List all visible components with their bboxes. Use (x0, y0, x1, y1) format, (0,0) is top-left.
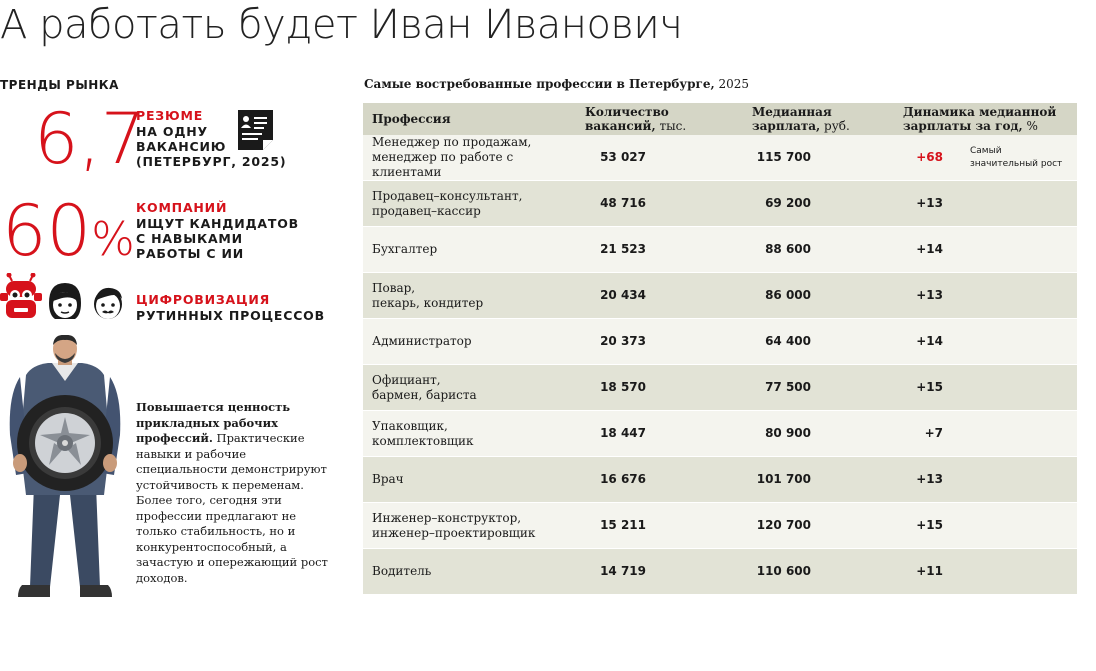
vacancies-cell: 14 719 (600, 564, 646, 578)
dynamics-cell: +13 (916, 288, 943, 302)
vacancies-cell: 18 570 (600, 380, 646, 394)
salary-cell: 120 700 (756, 518, 811, 532)
salary-cell: 110 600 (756, 564, 811, 578)
stat-companies-head: КОМПАНИЙ (136, 200, 228, 215)
trends-paragraph (136, 400, 336, 586)
woman-icon (47, 281, 83, 321)
stat-companies-number: 60 (2, 190, 92, 272)
dynamics-cell: +13 (916, 196, 943, 210)
profession-cell: Водитель (372, 564, 432, 578)
salary-cell: 88 600 (765, 242, 811, 256)
profession-cell: Официант, бармен, бариста (372, 372, 477, 402)
salary-cell: 77 500 (765, 380, 811, 394)
dynamics-cell: +14 (916, 334, 943, 348)
salary-cell: 86 000 (765, 288, 811, 302)
worker-illustration (4, 335, 126, 605)
profession-cell: Продавец–консультант, продавец–кассир (372, 188, 523, 218)
header-vacancies: Количество вакансий, тыс. (585, 105, 687, 133)
table-title (364, 77, 749, 91)
stat-resume-value: 6,7 (34, 98, 146, 180)
salary-cell: 80 900 (765, 426, 811, 440)
vacancies-cell: 20 434 (600, 288, 646, 302)
profession-cell: Врач (372, 472, 404, 486)
page-title: А работать будет Иван Иванович (0, 2, 683, 48)
salary-cell: 101 700 (756, 472, 811, 486)
dynamics-cell: +14 (916, 242, 943, 256)
stat-resume-head: РЕЗЮМЕ (136, 108, 204, 123)
profession-cell: Инженер–конструктор, инженер–проектировщик (372, 510, 536, 540)
man-icon (90, 283, 126, 321)
profession-cell: Упаковщик, комплектовщик (372, 418, 474, 448)
profession-cell: Повар, пекарь, кондитер (372, 280, 484, 310)
paragraph-lead: Повышается ценность прикладных рабочих профессий. (136, 400, 291, 445)
stat-digital-body: РУТИННЫХ ПРОЦЕССОВ (136, 308, 325, 323)
table-body (363, 135, 1077, 595)
stat-digital-head: ЦИФРОВИЗАЦИЯ (136, 292, 271, 307)
vacancies-cell: 16 676 (600, 472, 646, 486)
trends-label: ТРЕНДЫ РЫНКА (0, 78, 119, 92)
table-row (363, 549, 1077, 595)
salary-cell: 64 400 (765, 334, 811, 348)
table-title-year: 2025 (714, 77, 750, 91)
vacancies-cell: 53 027 (600, 150, 646, 164)
stat-companies-body: ИЩУТ КАНДИДАТОВ С НАВЫКАМИ РАБОТЫ С ИИ (136, 216, 299, 261)
header-salary: Медианная зарплата, руб. (752, 105, 850, 133)
dynamics-cell: +13 (916, 472, 943, 486)
table-header (363, 103, 1077, 135)
header-dynamics: Динамика медианной зарплаты за год, % (903, 105, 1057, 133)
table-row (363, 365, 1077, 411)
table-row (363, 227, 1077, 273)
robot-icon (0, 273, 42, 321)
table-row (363, 319, 1077, 365)
profession-cell: Менеджер по продажам, менеджер по работе с клиентами (372, 135, 532, 179)
salary-cell: 115 700 (756, 150, 811, 164)
salary-cell: 69 200 (765, 196, 811, 210)
vacancies-cell: 21 523 (600, 242, 646, 256)
stat-companies-unit: % (91, 212, 135, 266)
table-row (363, 503, 1077, 549)
professions-table (363, 103, 1077, 595)
profession-cell: Бухгалтер (372, 242, 438, 256)
resume-icon (238, 110, 273, 150)
dynamics-note: Самый значительный рост (970, 145, 1063, 169)
dynamics-cell: +11 (916, 564, 943, 578)
vacancies-cell: 48 716 (600, 196, 646, 210)
table-row (363, 411, 1077, 457)
stat-companies-value (2, 190, 135, 272)
table-title-main: Самые востребованные профессии в Петербурге, (364, 77, 715, 91)
dynamics-cell: +7 (924, 426, 943, 440)
table-row (363, 181, 1077, 227)
dynamics-cell: +68 (916, 150, 943, 164)
stat-resume-body: НА ОДНУ ВАКАНСИЮ (ПЕТЕРБУРГ, 2025) (136, 124, 287, 169)
header-profession: Профессия (372, 112, 451, 126)
paragraph-text: Практические навыки и рабочие специальности демонстрируют устойчивость к переменам. Более того, сегодня эти профессии предлагают не только стабильность, но и конкурентоспособный, а зачастую и опережающий рост доходов. (136, 431, 328, 585)
vacancies-cell: 18 447 (600, 426, 646, 440)
profession-cell: Администратор (372, 334, 472, 348)
vacancies-cell: 20 373 (600, 334, 646, 348)
table-row (363, 273, 1077, 319)
dynamics-cell: +15 (916, 380, 943, 394)
table-row (363, 135, 1077, 181)
table-row (363, 457, 1077, 503)
dynamics-cell: +15 (916, 518, 943, 532)
vacancies-cell: 15 211 (600, 518, 646, 532)
